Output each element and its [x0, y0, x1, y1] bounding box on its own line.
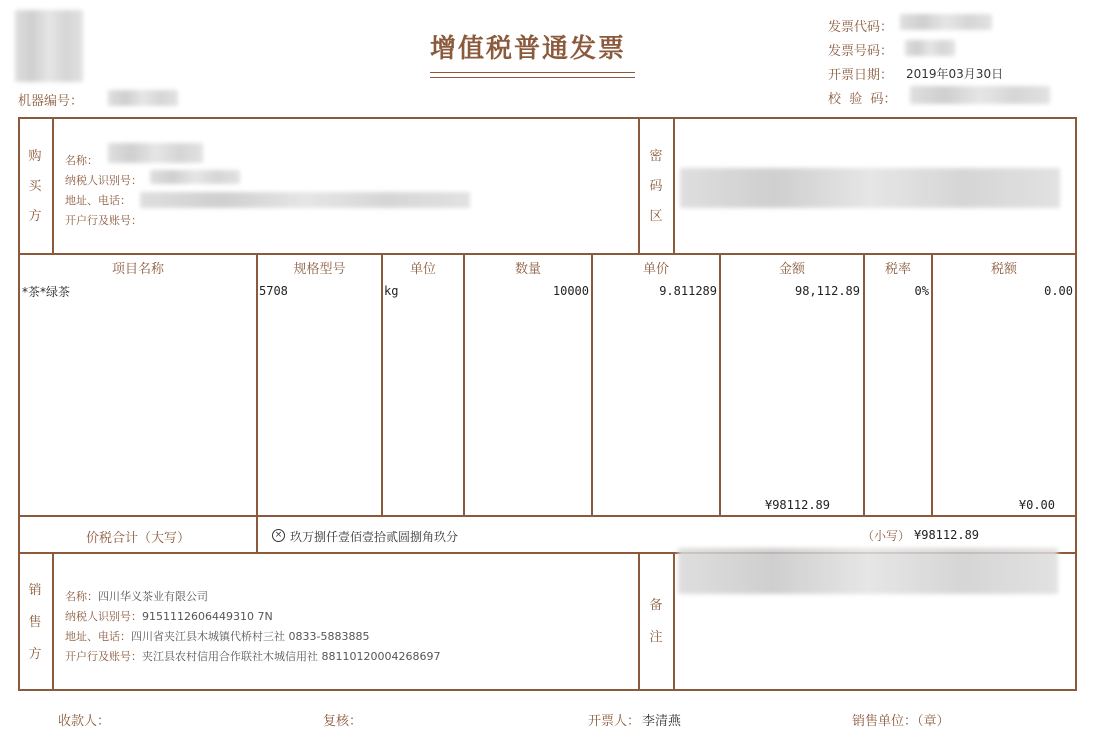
- tax-subtotal: ¥0.00: [1018, 498, 1055, 512]
- seller-label-divider: [52, 552, 54, 691]
- seller-tax-id-value: 9151112606449310 7N: [142, 610, 273, 623]
- machine-no-label: 机器编号：: [18, 94, 84, 109]
- row-price: 9.811289: [659, 284, 717, 298]
- check-code-label: 校 验 码：: [828, 92, 897, 107]
- row-amount: 98,112.89: [794, 284, 860, 298]
- buyer-address-blurred: [140, 192, 470, 208]
- cross-circle-icon: ×: [272, 529, 285, 542]
- check-code-blurred: [910, 86, 1050, 104]
- frame-right: [1075, 117, 1077, 691]
- seller-name-value: 四川华义茶业有限公司: [98, 590, 208, 603]
- header-amount: 金额: [778, 262, 805, 277]
- row-rate: 0%: [914, 284, 929, 298]
- cipher-area-blurred: [680, 168, 1060, 208]
- col-divider-1: [256, 253, 258, 517]
- issue-date-value: 2019年03月30日: [906, 67, 1004, 81]
- machine-no-blurred: [108, 90, 178, 106]
- frame-left: [18, 117, 20, 691]
- invoice-no-blurred: [905, 40, 955, 56]
- remarks-section-label: [648, 590, 664, 654]
- header-price: 单价: [642, 262, 669, 277]
- divider-items-bottom: [18, 515, 1077, 517]
- amount-subtotal: ¥98112.89: [764, 498, 830, 512]
- buyer-name-blurred: [108, 143, 203, 163]
- buyer-tax-id-label: 纳税人识别号：: [65, 174, 142, 187]
- invoice-no-label: 发票号码：: [828, 44, 894, 59]
- header-rate: 税率: [884, 262, 911, 277]
- cipher-section-label: [648, 142, 664, 232]
- payee-label: 收款人：: [58, 714, 111, 729]
- cipher-label-divider: [673, 117, 675, 255]
- buyer-section-label: [27, 142, 43, 232]
- divider-buyer-bottom: [18, 253, 1077, 255]
- seller-address-row: [65, 628, 369, 644]
- buyer-bank-label: 开户行及账号：: [65, 214, 142, 227]
- invoice-code-blurred: [900, 14, 992, 30]
- row-unit: kg: [384, 284, 399, 298]
- seller-label-char-2: 售: [28, 615, 42, 630]
- seller-remarks-divider: [638, 552, 640, 691]
- remarks-label-divider: [673, 552, 675, 691]
- cipher-label-char-3: 区: [649, 209, 663, 224]
- seller-label-char-3: 方: [28, 647, 42, 662]
- row-tax: 0.00: [1044, 284, 1073, 298]
- cipher-label-char-1: 密: [649, 149, 663, 164]
- total-lowercase-value: ¥98112.89: [914, 528, 980, 542]
- row-spec: 5708: [259, 284, 288, 298]
- col-divider-2: [381, 253, 383, 517]
- buyer-cipher-divider: [638, 117, 640, 255]
- frame-top: [18, 117, 1077, 119]
- title-underline-1: [430, 72, 635, 73]
- remarks-label-char-2: 注: [649, 630, 663, 645]
- issue-date-label: 开票日期：: [828, 68, 894, 83]
- header-spec: 规格型号: [293, 262, 346, 277]
- header-tax: 税额: [990, 262, 1017, 277]
- remarks-label-char-1: 备: [649, 598, 663, 613]
- header-item-name: 项目名称: [111, 262, 164, 277]
- seller-unit-label: 销售单位：（章）: [852, 714, 950, 729]
- row-item-name: *茶*绿茶: [22, 285, 71, 299]
- drawer-value: 李清燕: [642, 714, 682, 729]
- seller-bank-row: [65, 648, 440, 664]
- row-qty: 10000: [552, 284, 589, 298]
- seller-tax-id-row: [65, 608, 273, 624]
- seller-bank-label: 开户行及账号：: [65, 650, 142, 663]
- buyer-tax-id-blurred: [150, 170, 240, 184]
- buyer-name-label: 名称：: [65, 154, 98, 167]
- seller-bank-value: 夹江县农村信用合作联社木城信用社 88110120004268697: [142, 650, 441, 663]
- buyer-label-char-2: 买: [28, 179, 42, 194]
- buyer-label-char-3: 方: [28, 209, 42, 224]
- buyer-address-label: 地址、电话：: [65, 194, 131, 207]
- reviewer-label: 复核：: [323, 714, 363, 729]
- frame-bottom: [18, 689, 1077, 691]
- cipher-label-char-2: 码: [649, 179, 663, 194]
- seller-address-value: 四川省夹江县木城镇代桥村三社 0833-5883885: [131, 630, 370, 643]
- buyer-label-divider: [52, 117, 54, 255]
- buyer-label-char-1: 购: [28, 149, 42, 164]
- seller-tax-id-label: 纳税人识别号：: [65, 610, 142, 623]
- header-qty: 数量: [514, 262, 541, 277]
- total-uppercase-value: 玖万捌仟壹佰壹拾贰圆捌角玖分: [290, 530, 459, 544]
- title-underline-2: [430, 77, 635, 78]
- seller-name-row: [65, 588, 208, 604]
- total-label: 价税合计（大写）: [85, 531, 190, 546]
- seller-name-label: 名称：: [65, 590, 98, 603]
- seller-section-label: [27, 575, 43, 671]
- total-label-divider: [256, 515, 258, 554]
- qr-code-blurred: [15, 10, 83, 82]
- remarks-blurred: [678, 548, 1058, 594]
- seller-address-label: 地址、电话：: [65, 630, 131, 643]
- invoice-title: 增值税普通发票: [430, 34, 627, 64]
- seller-label-char-1: 销: [28, 583, 42, 598]
- invoice-code-label: 发票代码：: [828, 20, 894, 35]
- header-unit: 单位: [409, 262, 436, 277]
- drawer-label: 开票人：: [588, 714, 641, 729]
- total-lowercase-label: （小写）: [862, 529, 911, 543]
